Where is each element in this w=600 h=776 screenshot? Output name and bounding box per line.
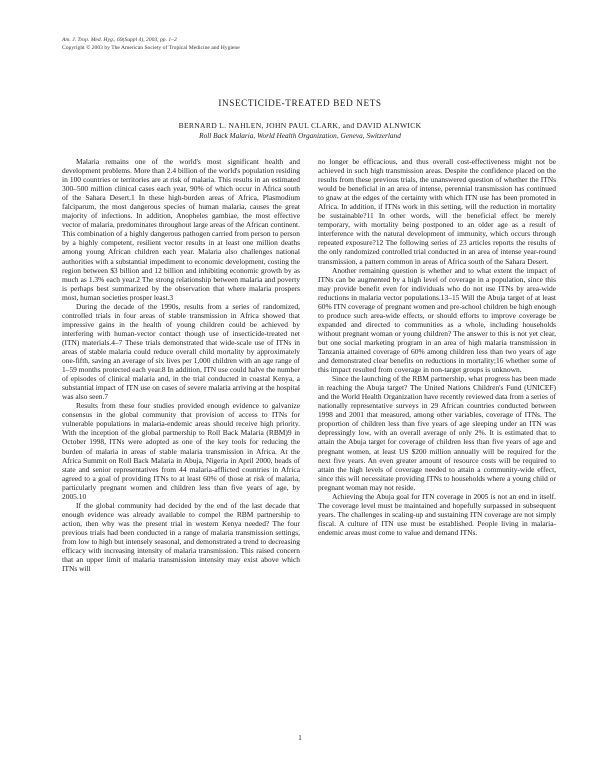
left-column xyxy=(62,157,300,573)
article-title: INSECTICIDE-TREATED BED NETS xyxy=(218,98,382,108)
right-column xyxy=(318,157,556,537)
journal-copyright: Copyright © 2003 by The American Society of Tropical Medicine and Hygiene xyxy=(62,44,240,51)
body-paragraph: Another remaining question is whether and to what extent the impact of ITNs can be augmented by a high level of coverage in a population, since this may provide benefit even for individuals who do not use ITNs by area-wide reductions in malaria vector populations.13–15 Will the Abuja target of at least 60% ITN coverage of pregnant women and pre-school children be high enough to produce such area-wide effects, or should efforts to improve coverage be expanded and directed to communities as a whole, including households without pregnant woman or young children? The answer to this is not yet clear, but one social marketing program in an area of high malaria transmission in Tanzania attained coverage of 60% among children less than two years of age and demonstrated clear benefits on reductions in mortality;16 whether some of this impact resulted from coverage in non-target groups is unknown. xyxy=(318,265,556,375)
journal-header xyxy=(62,37,240,52)
body-paragraph: Malaria remains one of the world's most significant health and development problems. More than 2.4 billion of the world's population residing in 100 countries or territories are at risk of malaria. This results in an estimated 300–500 million clinical cases each year, 90% of which occur in Africa south of the Sahara Desert.1 In these high-burden areas of Africa, Plasmodium falciparum, the most dangerous species of human malaria, causes the great majority of infections. In addition, Anopheles gambiae, the most effective vector of malaria, predominates throughout large areas of the African continent. This combination of a highly dangerous pathogen carried from person to person by a highly competent, resilient vector results in at least one million deaths among young African children each year. Malaria also challenges national authorities with a substantial impediment to economic development, costing the region between $3 billion and 12 billion and inhibiting economic growth by as much as 1.3% each year.2 The strong relationship between malaria and poverty is perhaps best summarized by the observation that where malaria prospers most, human societies prosper least.3 xyxy=(62,157,300,302)
page-number: 1 xyxy=(298,733,302,742)
body-paragraph: Since the launching of the RBM partnership, what progress has been made in reaching the Abuja target? The United Nations Children's Fund (UNICEF) and the World Health Organization have recently reviewed data from a series of nationally representative surveys in 29 African countries conducted between 1998 and 2001 that measured, among other variables, coverage of ITNs. The proportion of children less than five years of age sleeping under an ITN was depressingly low, with an overall average of only 2%. It is estimated that to attain the Abuja target for coverage of children less than five years of age and pregnant women, at least US $200 million annually will be required for the next five years. An even greater amount of resource costs will be required to attain the high levels of coverage needed to attain a community-wide effect, since this will necessitate providing ITNs to households where a young child or pregnant woman may not reside. xyxy=(318,374,556,492)
body-paragraph: Results from these four studies provided enough evidence to galvanize consensus in the global community that provision of access to ITNs for vulnerable populations in malaria-endemic areas should receive high priority. With the inception of the global partnership to Roll Back Malaria (RBM)9 in October 1998, ITNs were adopted as one of the key tools for reducing the burden of malaria in areas of stable malaria transmission in Africa. At the Africa Summit on Roll Back Malaria in Abuja, Nigeria in April 2000, heads of state and senior representatives from 44 malaria-afflicted countries in Africa agreed to a goal of providing ITNs to at least 60% of those at risk of malaria, particularly pregnant women and children less than five years of age, by 2005.10 xyxy=(62,401,300,501)
body-paragraph: Achieving the Abuja goal for ITN coverage in 2005 is not an end in itself. The coverage level must be maintained and hopefully surpassed in subsequent years. The challenges in scaling-up and sustaining ITN coverage are not simply fiscal. A culture of ITN use must be established. People living in malaria-endemic areas must come to value and demand ITNs. xyxy=(318,491,556,537)
article-affiliation: Roll Back Malaria, World Health Organization, Geneva, Switzerland xyxy=(199,131,401,140)
body-paragraph: no longer be efficacious, and thus overall cost-effectiveness might not be achieved in such high transmission areas. Despite the confidence placed on the results from these previous trials, the unanswered question of whether the ITNs would be beneficial in an area of intense, perennial transmission has continued to gnaw at the edges of the certainty with which ITN use has been promoted in Africa. In addition, if ITNs work in this setting, will the reduction in mortality be sustainable?11 In other words, will the beneficial effect be merely temporary, with mortality being postponed to an older age as a result of interference with the natural development of immunity, which occurs through repeated exposure?12 The following series of 23 articles reports the results of the only randomized controlled trial conducted in an area of intense year-round transmission, a pattern common in areas of Africa south of the Sahara Desert. xyxy=(318,157,556,266)
body-paragraph: If the global community had decided by the end of the last decade that enough evidence was already available to compel the RBM partnership to action, then why was the present trial in western Kenya needed? The four previous trials had been conducted in a range of malaria transmission settings, from low to high but intensely seasonal, and demonstrated a trend to decreasing efficacy with increasing intensity of malaria transmission. This raised concern that an upper limit of malaria transmission intensity may exist above which ITNs will xyxy=(62,500,300,574)
article-authors: BERNARD L. NAHLEN, JOHN PAUL CLARK, and DAVID ALNWICK xyxy=(178,121,422,130)
journal-citation: Am. J. Trop. Med. Hyg., 69(Suppl 4), 2003, pp. 1–2 xyxy=(62,37,177,43)
body-paragraph: During the decade of the 1990s, results from a series of randomized, controlled trials in four areas of stable transmission in Africa showed that impressive gains in the health of young children could be achieved by interfering with human-vector contact though use of insecticide-treated net (ITN) materials.4–7 These trials demonstrated that wide-scale use of ITNs in areas of stable malaria could reduce overall child mortality by approximately one-fifth, saving an average of six lives per 1,000 children with an age range of 1–59 months protected each year.8 In addition, ITN use could halve the number of episodes of clinical malaria and, in the trial conducted in coastal Kenya, a substantial impact of ITN use on cases of severe malaria arriving at the hospital was also seen.7 xyxy=(62,301,300,402)
